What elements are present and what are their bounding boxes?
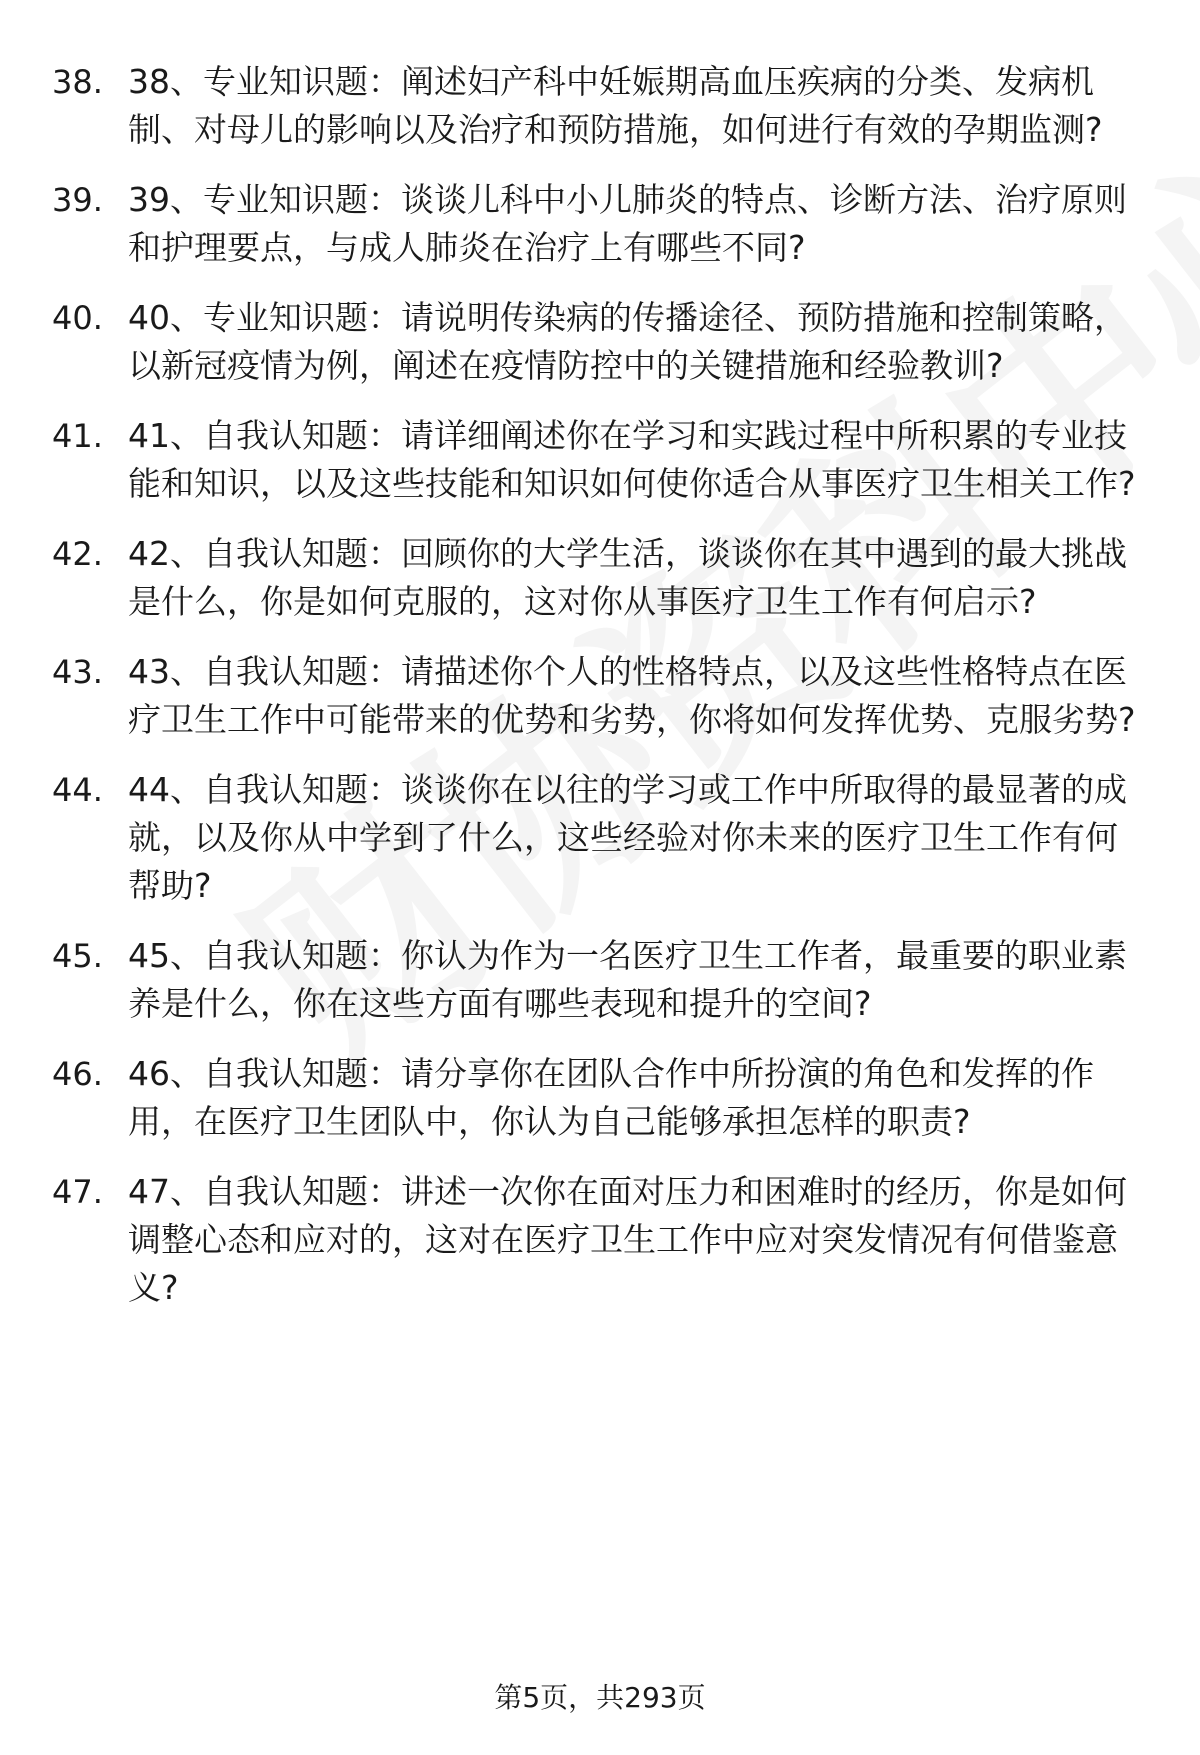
question-number: 46. bbox=[52, 1055, 103, 1093]
list-item bbox=[0, 1168, 1200, 1312]
question-number: 39. bbox=[52, 181, 103, 219]
list-item bbox=[0, 412, 1200, 508]
question-number: 44. bbox=[52, 771, 103, 809]
list-item bbox=[0, 294, 1200, 390]
question-number: 41. bbox=[52, 417, 103, 455]
list-item bbox=[0, 530, 1200, 626]
question-text: 44、自我认知题：谈谈你在以往的学习或工作中所取得的最显著的成就，以及你从中学到了什么，这些经验对你未来的医疗卫生工作有何帮助? bbox=[128, 770, 1127, 905]
question-number: 38. bbox=[52, 63, 103, 101]
list-item bbox=[0, 648, 1200, 744]
question-text: 40、专业知识题：请说明传染病的传播途径、预防措施和控制策略，以新冠疫情为例，阐述在疫情防控中的关键措施和经验教训? bbox=[128, 298, 1127, 385]
list-item bbox=[0, 1050, 1200, 1146]
list-item bbox=[0, 932, 1200, 1028]
question-number: 42. bbox=[52, 535, 103, 573]
question-text: 38、专业知识题：阐述妇产科中妊娠期高血压疾病的分类、发病机制、对母儿的影响以及治疗和预防措施，如何进行有效的孕期监测? bbox=[128, 62, 1103, 149]
page-footer: 第5页，共293页 bbox=[494, 1681, 706, 1714]
question-text: 43、自我认知题：请描述你个人的性格特点，以及这些性格特点在医疗卫生工作中可能带来的优势和劣势，你将如何发挥优势、克服劣势? bbox=[128, 652, 1136, 739]
question-number: 47. bbox=[52, 1173, 103, 1211]
question-number: 43. bbox=[52, 653, 103, 691]
list-item bbox=[0, 58, 1200, 154]
question-number: 45. bbox=[52, 937, 103, 975]
question-text: 46、自我认知题：请分享你在团队合作中所扮演的角色和发挥的作用，在医疗卫生团队中，你认为自己能够承担怎样的职责? bbox=[128, 1054, 1094, 1141]
list-item bbox=[0, 176, 1200, 272]
question-text: 41、自我认知题：请详细阐述你在学习和实践过程中所积累的专业技能和知识，以及这些技能和知识如何使你适合从事医疗卫生相关工作? bbox=[128, 416, 1136, 503]
question-text: 39、专业知识题：谈谈儿科中小儿肺炎的特点、诊断方法、治疗原则和护理要点，与成人肺炎在治疗上有哪些不同? bbox=[128, 180, 1127, 267]
question-list bbox=[0, 58, 1200, 1334]
list-item bbox=[0, 766, 1200, 910]
question-number: 40. bbox=[52, 299, 103, 337]
question-text: 42、自我认知题：回顾你的大学生活，谈谈你在其中遇到的最大挑战是什么，你是如何克服的，这对你从事医疗卫生工作有何启示? bbox=[128, 534, 1127, 621]
question-text: 47、自我认知题：讲述一次你在面对压力和困难时的经历，你是如何调整心态和应对的，这对在医疗卫生工作中应对突发情况有何借鉴意义? bbox=[128, 1172, 1127, 1307]
question-text: 45、自我认知题：你认为作为一名医疗卫生工作者，最重要的职业素养是什么，你在这些方面有哪些表现和提升的空间? bbox=[128, 936, 1127, 1023]
